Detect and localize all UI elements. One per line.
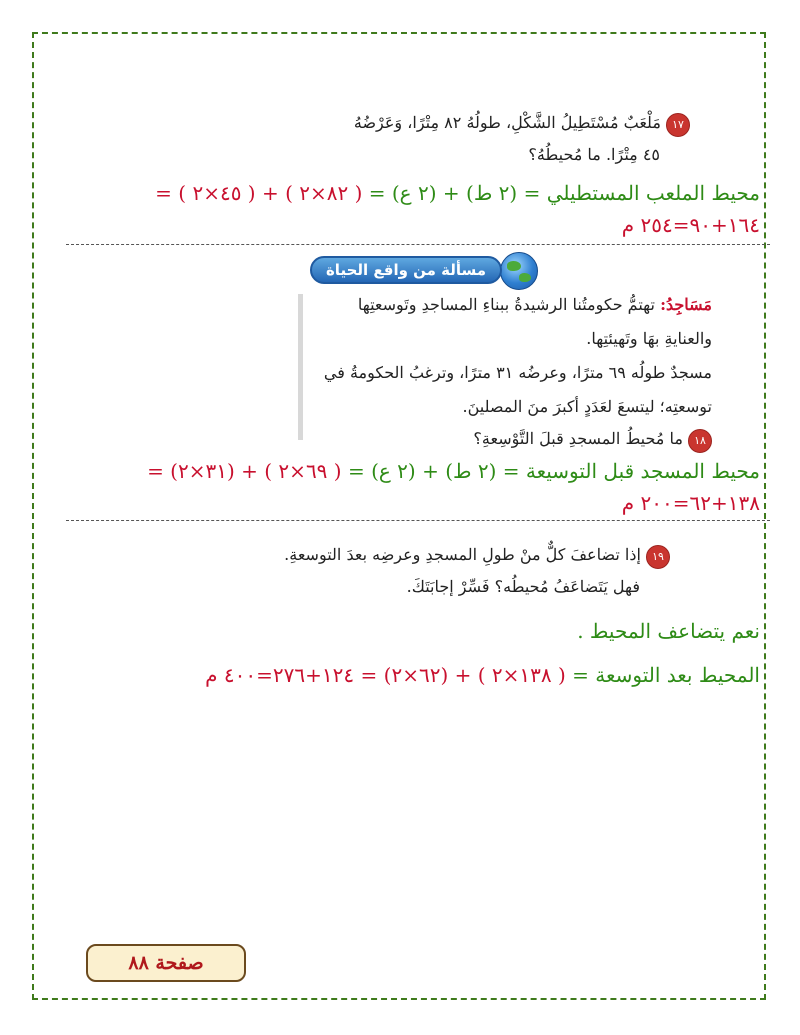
mosques-label: مَسَاجِدُ: — [660, 295, 712, 314]
problem-17-result: ١٦٤+٩٠=٢٥٤ م — [621, 213, 760, 237]
real-life-line2: والعنايةِ بهَا وتَهيئتِها. — [586, 329, 712, 348]
problem-17-line1: مَلْعَبٌ مُسْتَطِيلُ الشَّكْلِ، طولُهُ ٨٢ مِتْرًا، وَعَرْضُهُ — [353, 113, 661, 132]
real-life-line1: تهتمُّ حكومتُنا الرشيدةُ ببناءِ المساجدِ وتَوسعتِها — [357, 295, 655, 314]
page-number-label: صفحة ٨٨ — [86, 944, 246, 982]
answer-values: ( ١٣٨×٢ ) + (٦٢×٢) = ١٢٤+٢٧٦=٤٠٠ م — [205, 663, 566, 687]
answer-formula: المحيط بعد التوسعة = — [572, 663, 760, 687]
problem-number-badge: ١٨ — [688, 429, 712, 453]
problem-19-answer1: نعم يتضاعف المحيط . — [577, 619, 760, 643]
problem-19-line1: إذا تضاعفَ كلٌّ منْ طولِ المسجدِ وعرضِه بعدَ التوسعةِ. — [284, 545, 641, 564]
problem-18-question: ما مُحيطُ المسجدِ قبلَ التَّوْسِعةِ؟ — [473, 429, 683, 448]
problem-18-answer — [40, 456, 760, 486]
globe-icon — [500, 252, 538, 290]
real-life-banner: مسألة من واقع الحياة — [310, 256, 502, 284]
problem-number-badge: ١٩ — [646, 545, 670, 569]
problem-17 — [90, 108, 690, 138]
problem-19-line2: فهل يَتَضاعَفُ مُحيطُه؟ فَسِّرْ إجابَتَكَ. — [406, 577, 640, 596]
separator — [66, 244, 770, 245]
real-life-line3: مسجدٌ طولُه ٦٩ مترًا، وعرضُه ٣١ مترًا، وترغبُ الحكومةُ في — [323, 363, 712, 382]
problem-19-answer2 — [40, 660, 760, 690]
answer-formula: محيط الملعب المستطيلي = (٢ ط) + (٢ ع) = — [368, 181, 760, 205]
real-life-text — [292, 290, 712, 320]
problem-18 — [292, 424, 712, 454]
answer-values: ( ٦٩×٢ ) + (٣١×٢) = — [147, 459, 342, 483]
problem-19 — [110, 540, 670, 570]
problem-18-result: ١٣٨+٦٢=٢٠٠ م — [621, 491, 760, 515]
problem-17-answer — [40, 178, 760, 208]
vertical-bar — [298, 294, 303, 440]
problem-number-badge: ١٧ — [666, 113, 690, 137]
answer-formula: محيط المسجد قبل التوسيعة = (٢ ط) + (٢ ع) = — [347, 459, 760, 483]
separator — [66, 520, 770, 521]
real-life-line4: توسعتِه؛ ليتسعَ لعَدَدٍ أكبرَ منَ المصلينَ. — [462, 397, 712, 416]
answer-values: ( ٨٢×٢ ) + ( ٤٥×٢ ) = — [155, 181, 363, 205]
problem-17-line2: ٤٥ مِتْرًا. ما مُحيطُهُ؟ — [528, 145, 660, 164]
